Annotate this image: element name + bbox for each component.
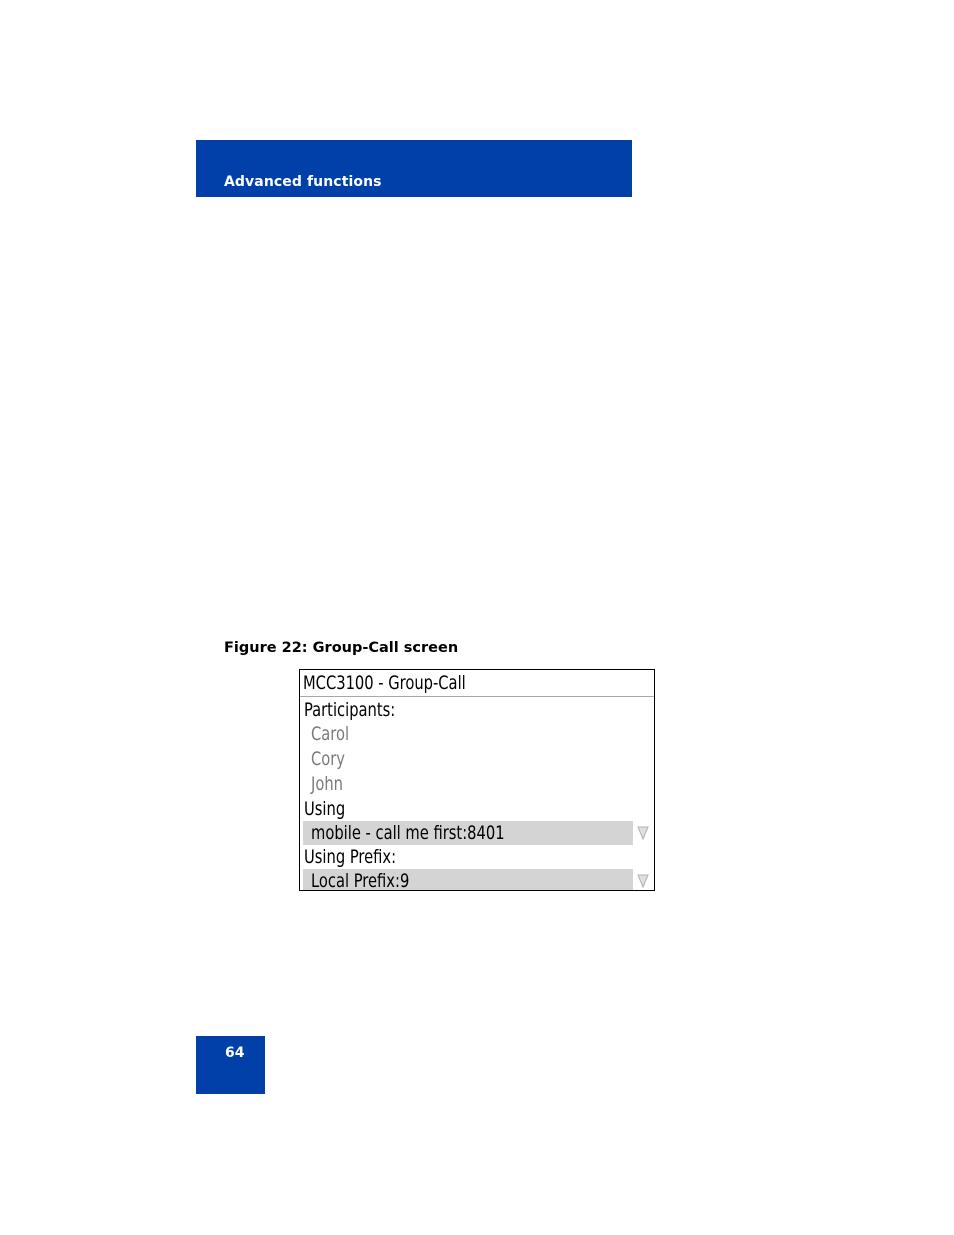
down-triangle-icon-shape xyxy=(637,826,649,840)
down-triangle-icon[interactable] xyxy=(632,821,653,845)
participants-label: Participants: xyxy=(304,699,396,721)
group-call-screen xyxy=(299,669,655,891)
figure-caption: Figure 22: Group-Call screen xyxy=(224,640,459,656)
down-triangle-icon-shape xyxy=(637,874,649,888)
participant-item[interactable]: Cory xyxy=(311,748,345,770)
page-number-tab xyxy=(196,1036,265,1094)
prefix-select[interactable] xyxy=(303,869,653,891)
using-select[interactable] xyxy=(303,821,653,845)
using-label: Using xyxy=(304,798,346,820)
down-triangle-icon[interactable] xyxy=(632,869,653,891)
participant-item[interactable]: John xyxy=(311,773,343,795)
screen-title: MCC3100 - Group-Call xyxy=(303,672,466,694)
section-title: Advanced functions xyxy=(224,174,382,190)
page-number: 64 xyxy=(225,1045,245,1061)
using-prefix-label: Using Prefix: xyxy=(304,846,397,868)
using-select-value: mobile - call me first:8401 xyxy=(311,822,505,844)
participant-item[interactable]: Carol xyxy=(311,723,350,745)
section-header-band xyxy=(196,140,632,197)
title-divider xyxy=(300,696,654,697)
prefix-select-value: Local Prefix:9 xyxy=(311,870,410,891)
